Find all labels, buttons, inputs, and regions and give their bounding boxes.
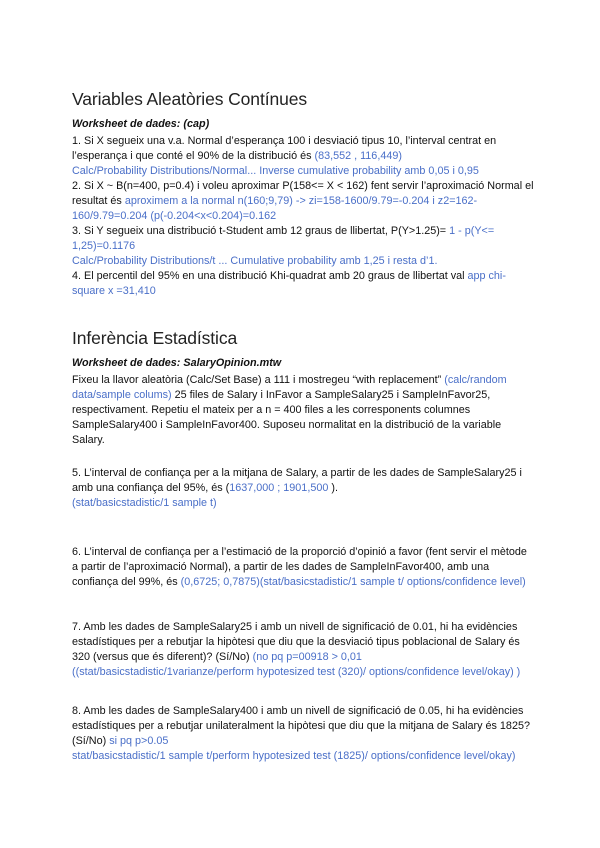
question-4 xyxy=(72,269,534,299)
intro-text-1: Fixeu la llavor aleatòria (Calc/Set Base) a 111 i mostregeu “with replacement” xyxy=(72,374,445,386)
question-6-text: 6. L’interval de confiança per a l’estimació de la proporció d’opinió a favor (fent servir el mètode a partir de l’aproximació Normal), a partir de les dades de SampleInFavor400, amb una confiança del 99%, és xyxy=(72,546,527,588)
question-6 xyxy=(72,545,534,590)
question-8-note: stat/basicstadistic/1 sample t/perform hypotesized test (1825)/ options/confidence level/okay) xyxy=(72,750,516,762)
question-1-text: 1. Si X segueix una v.a. Normal d’esperança 100 i desviació tipus 10, l’interval centrat en l’esperança i que conté el 90% de la distribució és xyxy=(72,135,497,162)
question-3-answer: 1 - p(Y<= 1,25)=0.1176 xyxy=(72,225,495,252)
question-4-text: 4. El percentil del 95% en una distribució Khi-quadrat amb 20 graus de llibertat val xyxy=(72,270,468,282)
question-7-answer: (no pq p=00918 > 0,01 ((stat/basicstadistic/1varianze/perform hypotesized test (320)/ options/confidence level/okay) ) xyxy=(72,651,521,678)
section-title-inference: Inferència Estadística xyxy=(72,328,238,348)
intro-menu-path: (calc/random data/sample colums) xyxy=(72,374,507,401)
question-1-note: Calc/Probability Distributions/Normal... Inverse cumulative probability amb 0,05 i 0,95 xyxy=(72,165,479,177)
question-5-text-end: ). xyxy=(328,482,338,494)
question-2-answer: aproximem a la normal n(160;9,79) -> zi=158-1600/9.79=-0.204 i z2=162-160/9.79=0.204 (p(-0.204<x<0.204)=0.162 xyxy=(72,195,478,222)
intro-paragraph xyxy=(72,373,534,448)
question-5-text: 5. L’interval de confiança per a la mitjana de Salary, a partir de les dades de SampleSalary25 i amb una confiança del 95%, és ( xyxy=(72,467,522,494)
question-6-note: (stat/basicstadistic/1 sample t/ options/confidence level) xyxy=(259,576,526,588)
question-8-text: 8. Amb les dades de SampleSalary400 i amb un nivell de significació de 0.05, hi ha evidències estadístiques per a rebutjar unilateralment la hipòtesi que diu que la mitjana de Salary és 1825? (Sí/No) xyxy=(72,705,530,747)
question-8-answer: si pq p>0.05 xyxy=(109,735,169,747)
question-1-answer: (83,552 , 116,449) xyxy=(314,150,402,162)
question-1 xyxy=(72,134,534,164)
question-5-note: (stat/basicstadistic/1 sample t) xyxy=(72,497,217,509)
question-3-text: 3. Si Y segueix una distribució t-Student amb 12 graus de llibertat, P(Y>1.25)= xyxy=(72,225,450,237)
worksheet-label-1: Worksheet de dades: (cap) xyxy=(72,118,210,130)
worksheet-label-2: Worksheet de dades: SalaryOpinion.mtw xyxy=(72,357,282,369)
question-3 xyxy=(72,224,534,254)
question-5 xyxy=(72,466,534,496)
document-page xyxy=(72,88,534,764)
question-8 xyxy=(72,704,534,749)
question-5-answer: 1637,000 ; 1901,500 xyxy=(229,482,329,494)
question-2 xyxy=(72,179,534,224)
question-2-text: 2. Si X ~ B(n=400, p=0.4) i voleu aproximar P(158<= X < 162) fent servir l’aproximació Normal el resultat és xyxy=(72,180,534,207)
section-title-continuous-variables: Variables Aleatòries Contínues xyxy=(72,89,308,109)
question-6-answer: (0,6725; 0,7875) xyxy=(180,576,260,588)
question-7-text: 7. Amb les dades de SampleSalary25 i amb un nivell de significació de 0.01, hi ha evidències estadístiques per a rebutjar la hipòtesi que diu que la desviació tipus poblacional de Salary és 320 (versus que és diferent)? (Sí/No) xyxy=(72,621,520,663)
question-3-note: Calc/Probability Distributions/t ... Cumulative probability amb 1,25 i resta d’1. xyxy=(72,255,438,267)
intro-text-2: 25 files de Salary i InFavor a SampleSalary25 i SampleInFavor25, respectivament. Repetiu el mateix per a n = 400 files a les corresponents columnes SampleSalary400 i SampleInFavor400. Suposeu normalitat en la distribució de la variable Salary. xyxy=(72,389,502,446)
question-4-answer: app chi-square x =31,410 xyxy=(72,270,506,297)
question-7 xyxy=(72,620,534,680)
